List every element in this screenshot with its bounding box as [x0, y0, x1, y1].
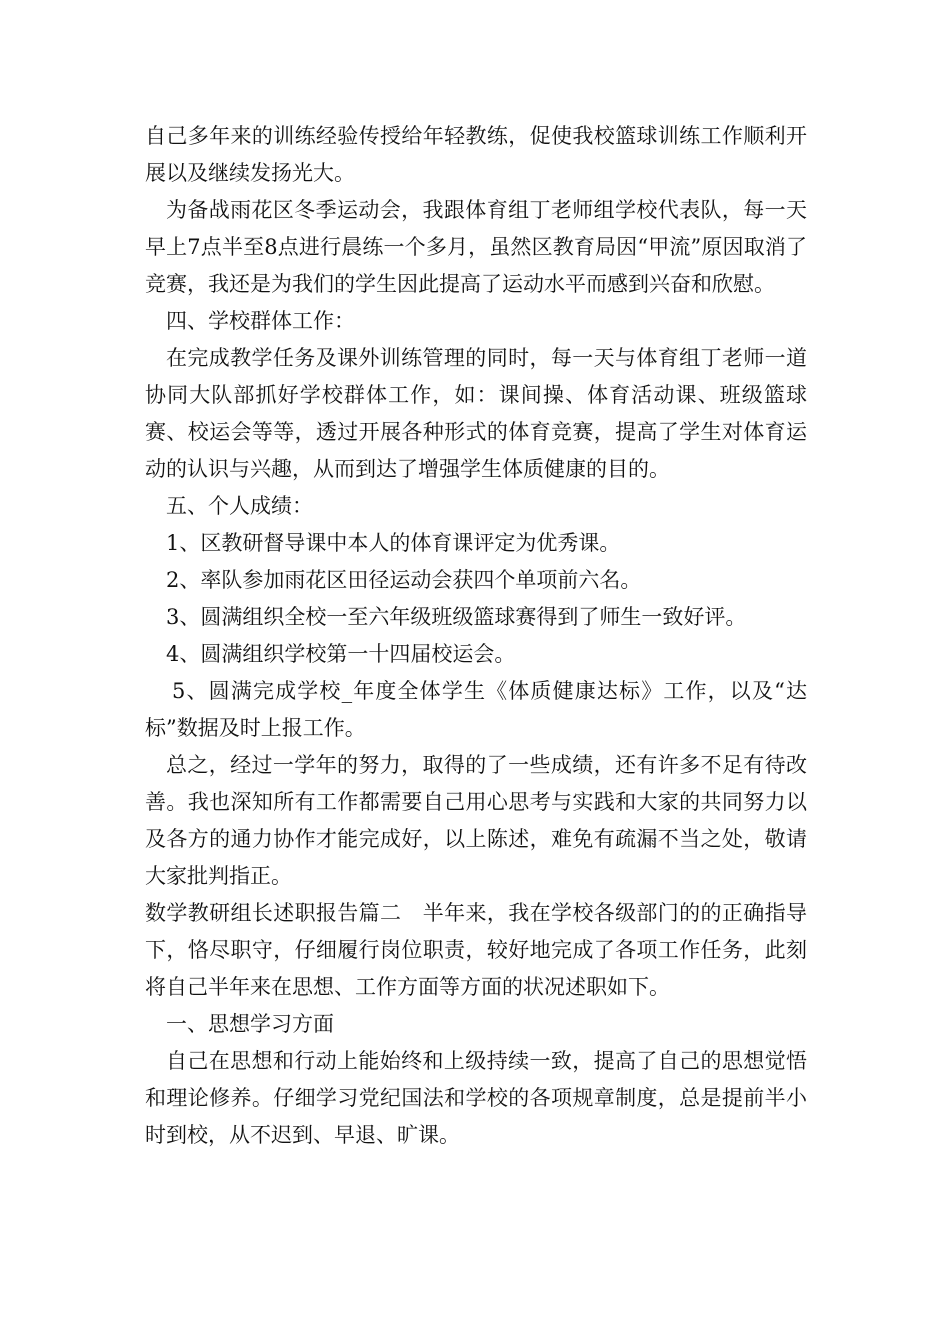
section-heading-thought-study: 一、思想学习方面: [166, 1012, 334, 1036]
achievement-item-1: 1、区教研督导课中本人的体育课评定为优秀课。: [166, 531, 621, 555]
paragraph-report-two-intro: 数学教研组长述职报告篇二 半年来，我在学校各级部门的的正确指导下，恪尽职守，仔细履行岗位职责，较好地完成了各项工作任务，此刻将自己半年来在思想、工作方面等方面的状况述职如下。: [145, 901, 807, 999]
paragraph-continuation: 自己多年来的训练经验传授给年轻教练，促使我校篮球训练工作顺利开展以及继续发扬光大。: [145, 124, 807, 185]
document-body: [145, 118, 807, 1154]
paragraph-thought-study: 自己在思想和行动上能始终和上级持续一致，提高了自己的思想觉悟和理论修养。仔细学习党纪国法和学校的各项规章制度，总是提前半小时到校，从不迟到、早退、旷课。: [145, 1049, 807, 1147]
achievement-item-2: 2、率队参加雨花区田径运动会获四个单项前六名。: [166, 568, 642, 592]
achievement-item-5: 5、圆满完成学校_年度全体学生《体质健康达标》工作，以及“达标”数据及时上报工作。: [145, 679, 807, 740]
paragraph-group-work: 在完成教学任务及课外训练管理的同时，每一天与体育组丁老师一道协同大队部抓好学校群体工作，如：课间操、体育活动课、班级篮球赛、校运会等等，透过开展各种形式的体育竞赛，提高了学生对体育运动的认识与兴趣，从而到达了增强学生体质健康的目的。: [145, 346, 807, 481]
section-heading-achievements: 五、个人成绩：: [166, 494, 313, 518]
paragraph-winter-sports: 为备战雨花区冬季运动会，我跟体育组丁老师组学校代表队，每一天早上7点半至8点进行晨练一个多月，虽然区教育局因“甲流”原因取消了竞赛，我还是为我们的学生因此提高了运动水平而感到兴奋和欣慰。: [145, 198, 807, 296]
section-heading-group-work: 四、学校群体工作：: [166, 309, 355, 333]
achievement-item-3: 3、圆满组织全校一至六年级班级篮球赛得到了师生一致好评。: [166, 605, 747, 629]
paragraph-summary: 总之，经过一学年的努力，取得的了一些成绩，还有许多不足有待改善。我也深知所有工作都需要自己用心思考与实践和大家的共同努力以及各方的通力协作才能完成好，以上陈述，难免有疏漏不当之处，敬请大家批判指正。: [145, 753, 807, 888]
achievement-item-4: 4、圆满组织学校第一十四届校运会。: [166, 642, 516, 666]
